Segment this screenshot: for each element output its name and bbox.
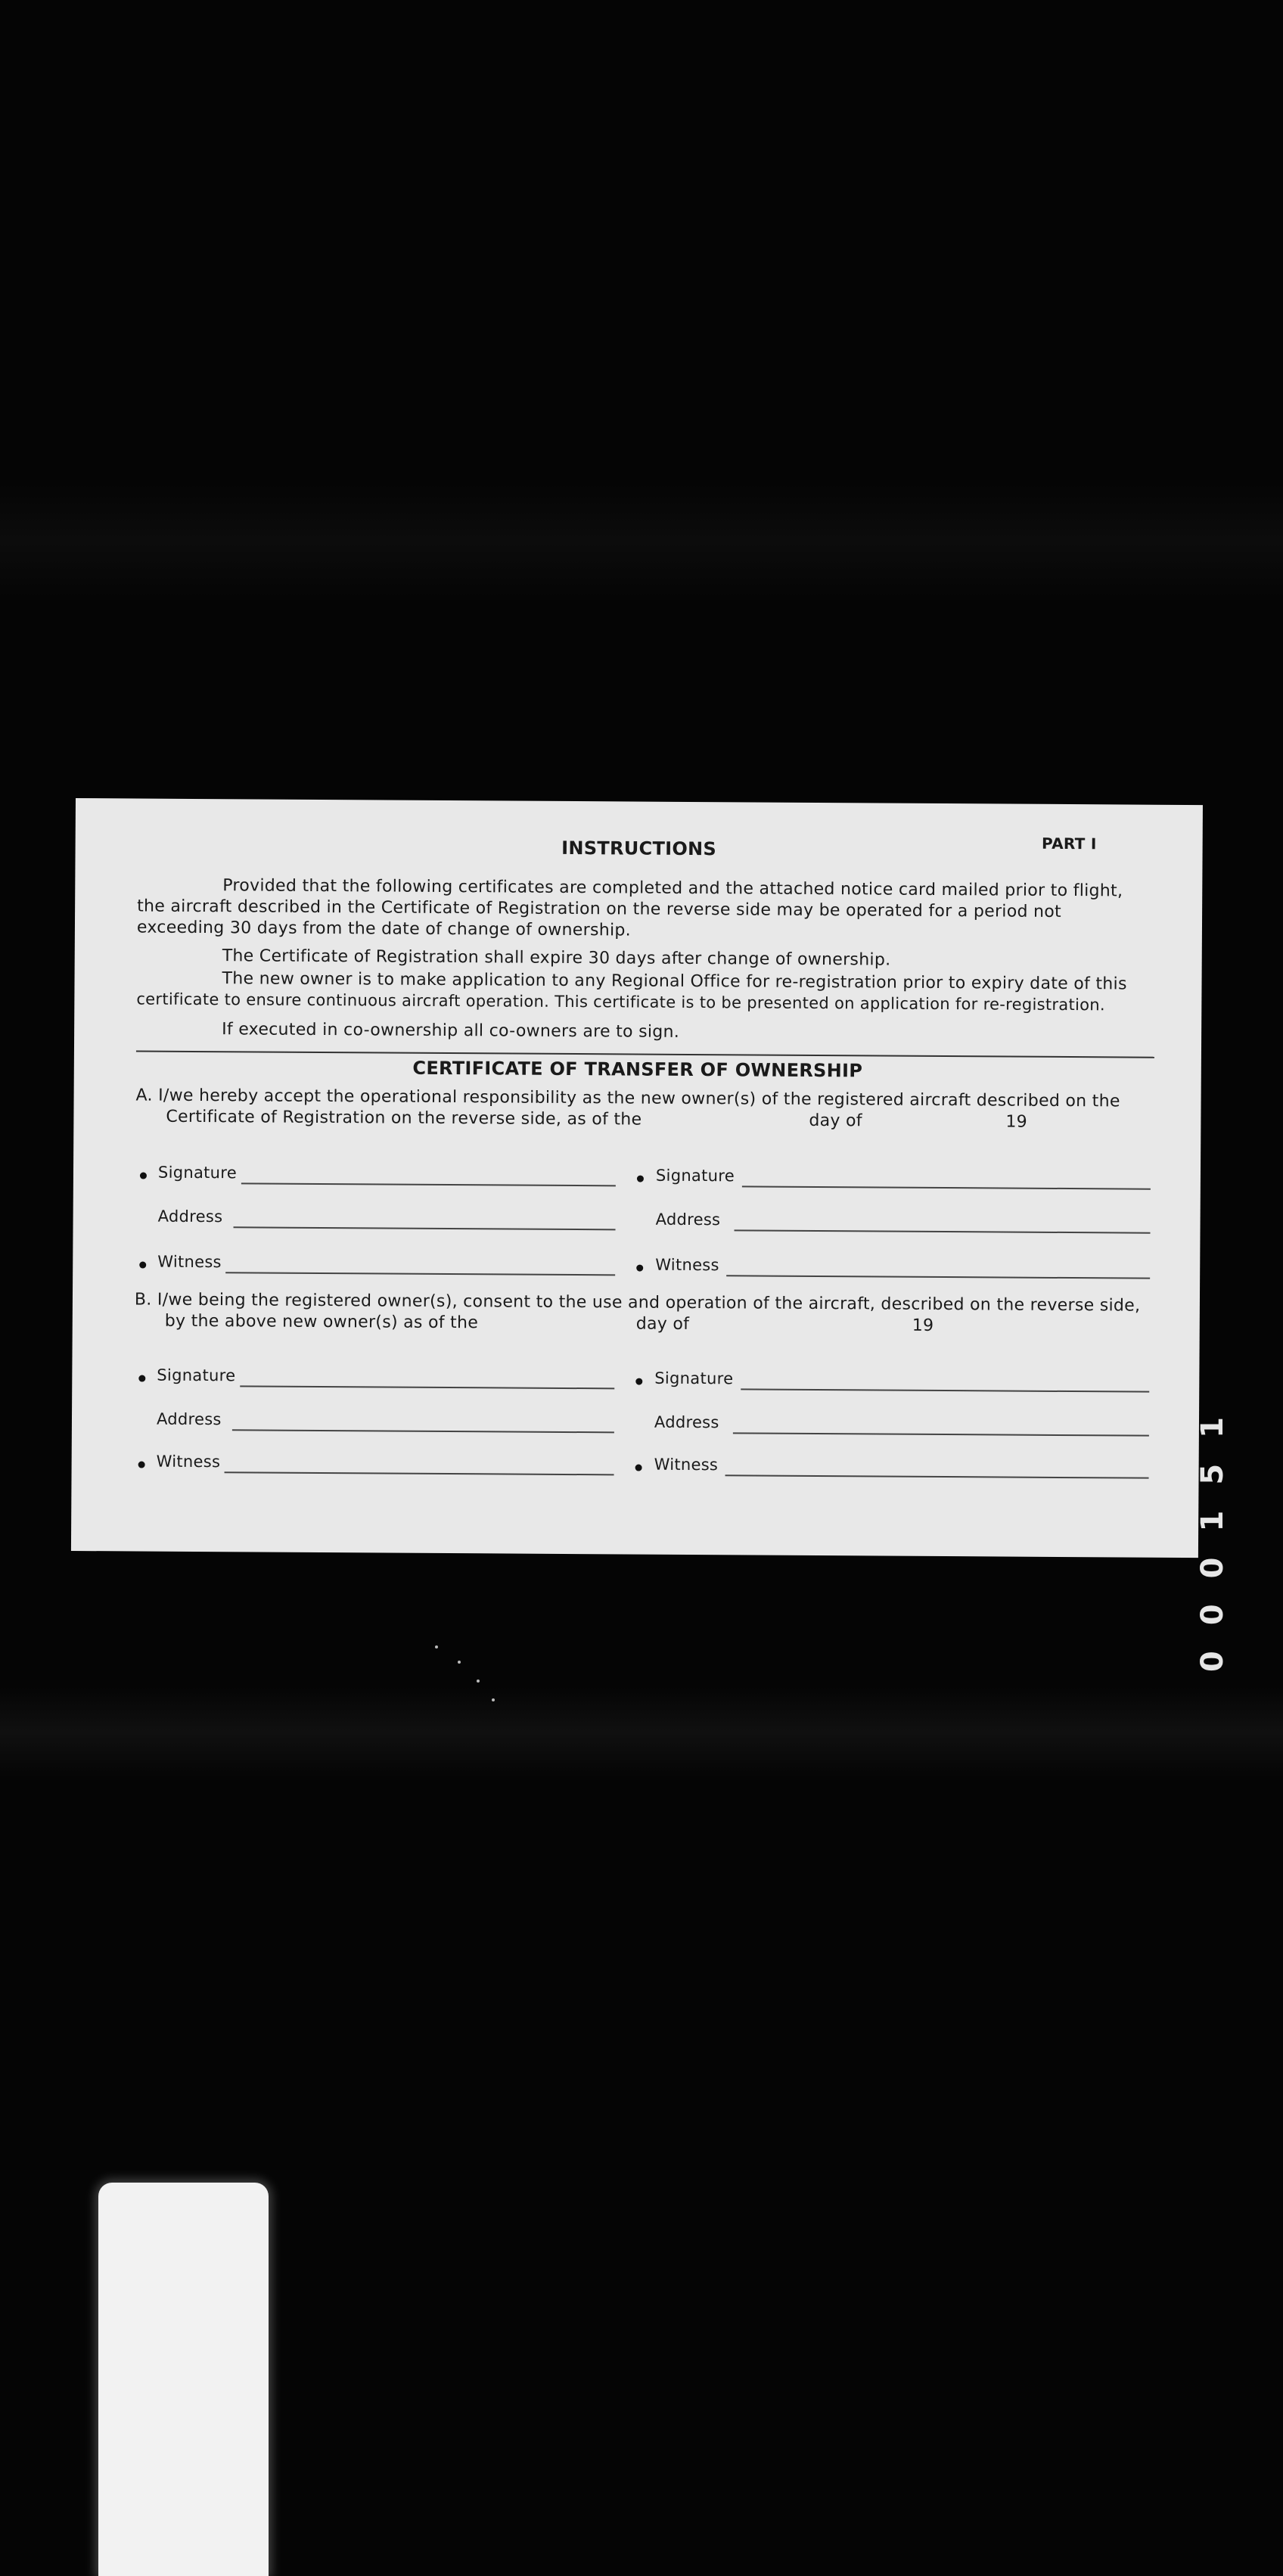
instruction-line: Provided that the following certificates are completed and the attached notice card mailed prior to flight, bbox=[222, 876, 1123, 901]
bullet-icon bbox=[138, 1375, 145, 1382]
section-b-signature-field-right[interactable] bbox=[741, 1388, 1149, 1392]
section-b-witness-label-right: Witness bbox=[654, 1455, 719, 1474]
bullet-icon bbox=[636, 1265, 643, 1272]
section-a-signature-field-left[interactable] bbox=[241, 1182, 616, 1186]
section-a-statement-cont: Certificate of Registration on the reverse side, as of the bbox=[166, 1107, 642, 1130]
section-a-witness-label-right: Witness bbox=[655, 1255, 719, 1275]
dust-speck bbox=[435, 1645, 438, 1648]
section-a-day-of: day of bbox=[809, 1111, 862, 1131]
bullet-icon bbox=[635, 1465, 642, 1471]
bullet-icon bbox=[138, 1462, 145, 1468]
section-b-signature-label-right: Signature bbox=[654, 1369, 734, 1388]
section-a-signature-label-right: Signature bbox=[655, 1166, 735, 1185]
instruction-line: certificate to ensure continuous aircraft operation. This certificate is to be presented on application for re-registration. bbox=[136, 990, 1105, 1015]
bullet-icon bbox=[635, 1378, 642, 1385]
section-b-address-label-left: Address bbox=[156, 1409, 222, 1429]
dust-speck bbox=[458, 1661, 461, 1664]
section-a-statement: A. I/we hereby accept the operational responsibility as the new owner(s) of the registered aircraft described on the bbox=[135, 1086, 1120, 1111]
section-a-signature-field-right[interactable] bbox=[742, 1185, 1151, 1189]
bullet-icon bbox=[637, 1176, 644, 1182]
section-b-year: 19 bbox=[912, 1316, 934, 1335]
section-b-witness-field-right[interactable] bbox=[725, 1474, 1149, 1478]
section-b-address-field-left[interactable] bbox=[232, 1429, 614, 1433]
ownership-transfer-card bbox=[71, 798, 1203, 1558]
bullet-icon bbox=[139, 1262, 146, 1269]
section-a-witness-label-left: Witness bbox=[157, 1252, 222, 1272]
section-a-signature-label-left: Signature bbox=[157, 1163, 238, 1182]
instruction-line: The Certificate of Registration shall expire 30 days after change of ownership. bbox=[222, 946, 891, 970]
dust-speck bbox=[492, 1698, 495, 1701]
section-b-statement: B. I/we being the registered owner(s), consent to the use and operation of the aircraft, described on the reverse side, bbox=[134, 1290, 1141, 1316]
film-leader-light bbox=[98, 2183, 269, 2576]
section-a-address-label-left: Address bbox=[157, 1207, 223, 1226]
section-b-witness-label-left: Witness bbox=[156, 1452, 221, 1471]
certificate-title: CERTIFICATE OF TRANSFER OF OWNERSHIP bbox=[412, 1057, 863, 1082]
bullet-icon bbox=[140, 1173, 147, 1179]
section-b-signature-field-left[interactable] bbox=[240, 1385, 614, 1389]
section-b-statement-cont: by the above new owner(s) as of the bbox=[164, 1311, 479, 1333]
frame-number-stamp: 000151 bbox=[1195, 1391, 1230, 1672]
scan-band bbox=[0, 484, 1283, 598]
section-a-witness-field-left[interactable] bbox=[225, 1272, 615, 1276]
section-b-signature-label-left: Signature bbox=[157, 1366, 236, 1385]
section-a-address-field-left[interactable] bbox=[234, 1226, 616, 1230]
section-a-address-label-right: Address bbox=[655, 1210, 721, 1229]
section-b-address-field-right[interactable] bbox=[733, 1432, 1149, 1436]
section-a-witness-field-right[interactable] bbox=[726, 1275, 1150, 1279]
section-b-witness-field-left[interactable] bbox=[225, 1471, 614, 1475]
instructions-title: INSTRUCTIONS bbox=[561, 837, 717, 860]
instruction-line: exceeding 30 days from the date of change of ownership. bbox=[136, 918, 632, 940]
instruction-line: the aircraft described in the Certificate of Registration on the reverse side may be operated for a period not bbox=[137, 896, 1062, 921]
section-b-address-label-right: Address bbox=[654, 1412, 719, 1432]
section-a-year: 19 bbox=[1005, 1112, 1028, 1132]
instruction-line: If executed in co-ownership all co-owners are to sign. bbox=[222, 1020, 680, 1042]
scan-band bbox=[0, 1687, 1283, 1778]
section-b-day-of: day of bbox=[635, 1314, 690, 1334]
part-label: PART I bbox=[1041, 834, 1097, 853]
dust-speck bbox=[477, 1680, 480, 1683]
instruction-line: The new owner is to make application to any Regional Office for re-registration prior to expiry date of this bbox=[222, 969, 1127, 994]
section-a-address-field-right[interactable] bbox=[735, 1229, 1151, 1233]
